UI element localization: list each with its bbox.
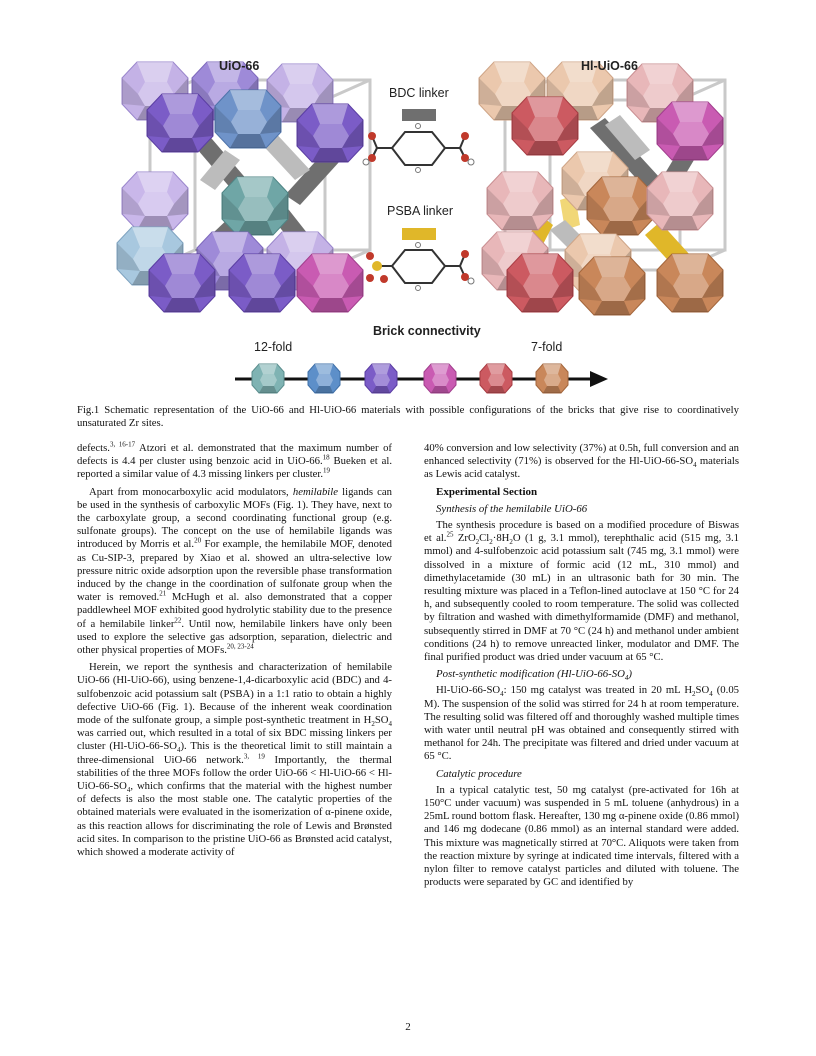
paragraph: 40% conversion and low selectivity (37%) at 0.5h, full conversion and an enhanced selectivity (71%) is observed for the $Hl-UiO-66-SO_4$ materials as Lewis acid catalyst.: [424, 442, 739, 481]
psba-linker-molecule: [366, 228, 474, 291]
figure-1: [0, 0, 816, 400]
paragraph: Herein, we report the synthesis and characterization of hemilabile UiO-66 (Hl-UiO-66), using benzene-1,4-dicarboxylic acid (BDC) and 4-sulfobenzoic acid potassium salt (PSBA) in a 1:1 ratio to obtain a highly defective UiO-66 (Fig. 1). Because of the inherent weak coordination mode of the sulfonate group, a simple post-synthetic treatment in $H_2SO_4$ was carried out, which resulted in a total of six BDC missing linkers per cluster $(Hl-UiO-66-SO_4)$. This is the theoretical limit to still maintain a three-dimensional UiO-66 network.$^{3, 19}$ Importantly, the thermal stabilities of the three MOFs follow the order $UiO-66 < Hl-UiO-66 < Hl-UiO-66-SO_4$, which confirms that the material with the highest number of defects is also the most stable one. The catalytic properties of the obtained materials were evaluated in the isomerization of α-pinene oxide, as this reaction allows for discriminating the role of Lewis and Brønsted acid sites. In comparison to the pristine UiO-66 as Brønsted acid catalyst, which showed a moderate activity of: [77, 661, 393, 859]
left-column: [77, 442, 392, 863]
section-heading: Experimental Section: [436, 485, 538, 498]
bdc-linker-label: BDC linker: [389, 86, 449, 100]
connectivity-brick: [308, 364, 340, 393]
scale-left-label: 12-fold: [254, 340, 293, 354]
uio66-title: UiO-66: [219, 59, 260, 73]
connectivity-brick-12-fold: [252, 364, 284, 393]
paragraph: Apart from monocarboxylic acid modulators, hemilabile ligands can be used in the synthesis of carboxylic MOFs (Fig. 1). They have, next to the carboxylate group, a second coordinating functional group (e.g. sulfonate groups). The concept on the use of hemilabile ligands was introduced by Morris et al.$^{20}$ For example, the hemilabile MOF, denoted as Cu-SIP-3, prepared by Xiao et al. showed an ultra-selective low pressure nitric oxide adsorption upon the reversible phase transformation induced by the change in the coordination of sulfonate group when the water is removed.$^{21}$ McHugh et al. also demonstrated that a copper paddlewheel MOF exhibited good hydrolytic stability due to the presence of a hemilabile linker$^{22}$. Until now, hemilabile linkers have only been used to explore the selective gas adsorption, separation, dielectric and other physical properties of MOFs.$^{20, 23-24}$: [77, 485, 392, 657]
connectivity-brick: [365, 364, 397, 393]
psba-linker-label: PSBA linker: [387, 204, 454, 218]
brick-connectivity-scale: [235, 364, 608, 393]
scale-right-label: 7-fold: [531, 340, 563, 354]
hl-uio66-structure: [479, 62, 725, 315]
paragraph: In a typical catalytic test, 50 mg catalyst (pre-activated for 16h at 150°C under vacuum) was suspended in 5 mL toluene (anhydrous) in a 25mL round bottom flask. Hereafter, 130 mg α-pinene oxide (0.86 mmol) and 146 mg dodecane (0.86 mmol) as an internal standard were added. This mixture was magnetically stirred at 70°C. Aliquots were taken from the reaction mixture by syringe at indicated time intervals, filtered with a nylon filter to remove catalyst particles and diluted with toluene. The products were separated by GC and identified by: [424, 783, 739, 889]
paragraph: $Hl-UiO-66-SO_4$: 150 mg catalyst was treated in 20 mL $H_2SO_4$ (0.05 M). The suspension of the solid was stirred for 24 h at room temperature. The resulting solid was filtered off and thoroughly washed multiple times with water until neutral pH was obtained and consequently stirred with methanol for 24h. The precipitate was filtered and dried under vacuum at 65 °C.: [424, 684, 740, 763]
uio66-structure: [117, 62, 370, 312]
connectivity-brick: [480, 364, 512, 393]
paragraph: defects.$^{3, 16-17}$ Atzori et al. demonstrated that the maximum number of defects is 4.4 per cluster using benzoic acid in UiO-66.18 Bueken et al. reported a similar value of 4.3 missing linkers per cluster.$^{19}$: [77, 440, 393, 481]
subsection-heading: Synthesis of the hemilabile UiO-66: [436, 502, 588, 515]
paragraph: The synthesis procedure is based on a modified procedure of Biswas et al.$^{25}$ $ZrO_2Cl_2\cdot 8H_2O$ (1 g, 3.1 mmol), terephthalic acid (515 mg, 3.1 mmol) and 4-sulfobenzoic acid potassium salt (745 mg, 3.1 mmol) were dissolved in a mixture of formic acid (12 mL, 310 mmol) and dimethylacetamide (30 mL) in an ultrasonic bath for 30 min. The resulting mixture was placed in a Teflon-lined autoclave at 150 °C for 24 h, and subsequently cooled to room temperature. The solid was collected by filtration and washed with dimethylformamide (DMF) and methanol, subsequently stirred in DMF at 70 °C (24 h) and methanol under ambient conditions (24 h) to remove unreacted linker, modulator and DMF. The final purified product was dried under vacuum at 65 °C.: [424, 519, 739, 664]
bdc-linker-molecule: [363, 109, 474, 173]
connectivity-title: Brick connectivity: [373, 324, 481, 338]
figure-caption: Fig.1 Schematic representation of the UiO-66 and Hl-UiO-66 materials with possible configurations of the bricks that give rise to coordinatively unsaturated Zr sites.: [77, 404, 739, 429]
connectivity-brick-7-fold: [536, 364, 568, 393]
subsection-heading: Catalytic procedure: [436, 767, 522, 780]
figure-illustration: [0, 0, 816, 400]
subsection-heading: Post-synthetic modification $(Hl-UiO-66-SO_4)$: [436, 668, 633, 683]
connectivity-brick: [424, 364, 456, 393]
page-number: 2: [405, 1021, 411, 1033]
hl-uio66-title: Hl-UiO-66: [581, 59, 638, 73]
right-column: [424, 442, 739, 894]
